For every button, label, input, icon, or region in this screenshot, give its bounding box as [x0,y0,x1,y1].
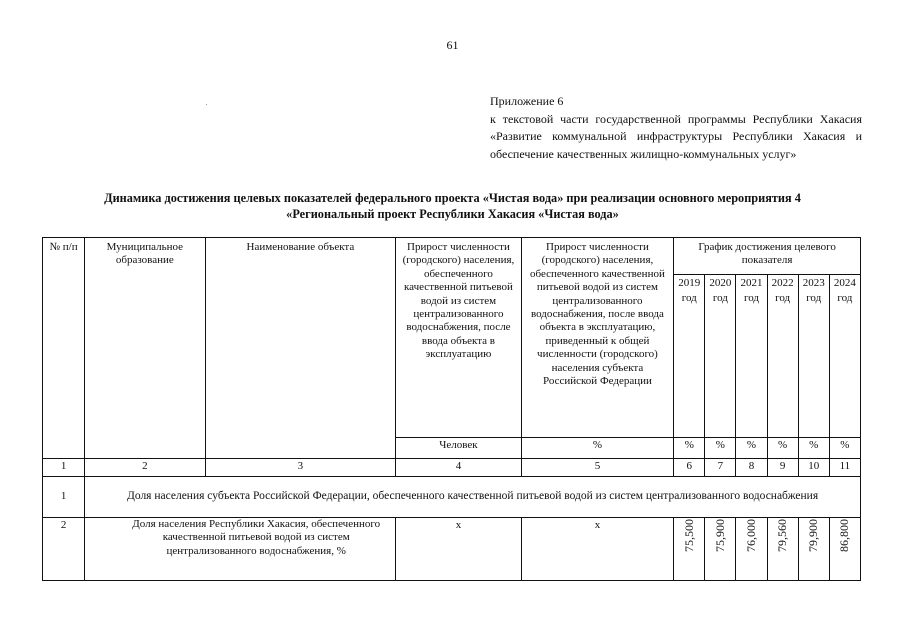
annex-text: к текстовой части государственной программы Республики Хакасия «Развитие коммунальной инфраструктуры Республики Хакасия и обеспечение качественных жилищно-коммунальных услуг» [490,111,862,161]
header-object-name: Наименование объекта [205,238,396,459]
data-row-col4: x [396,518,521,581]
unit-people: Человек [396,438,521,459]
header-growth-percent: Прирост численности (городского) населения, обеспеченного качественной питьевой водой из систем централизованного водоснабжения, после ввода объекта в эксплуатацию, приведенный к общей численности (городского) населения субъекта Российской Федерации [521,238,674,438]
header-municipality: Муниципальное образование [85,238,205,459]
value-2020-text: 75,900 [712,519,727,552]
unit-year-2024: % [829,438,860,459]
unit-year-2022: % [767,438,798,459]
scan-speck [206,104,207,105]
column-number: 4 [396,459,521,477]
column-number: 10 [798,459,829,477]
value-2023 [798,518,829,581]
value-2022-text: 79,560 [774,519,789,552]
header-schedule: График достижения целевого показателя [674,238,861,275]
header-row-1 [43,238,861,275]
column-number: 5 [521,459,674,477]
header-growth-people: Прирост численности (городского) населения, обеспеченного качественной питьевой водой из систем централизованного водоснабжения, после ввода объекта в эксплуатацию [396,238,521,438]
value-2020 [705,518,736,581]
header-year-2023: 2023 год [798,275,829,438]
annex-title: Приложение 6 [490,94,564,108]
section-row [43,477,861,518]
column-number: 3 [205,459,396,477]
data-row [43,518,861,581]
column-number: 8 [736,459,767,477]
value-2021-text: 76,000 [743,519,758,552]
column-number: 11 [829,459,860,477]
column-number: 2 [85,459,205,477]
data-row-text: Доля населения Республики Хакасия, обеспеченного качественной питьевой водой из систем централизованного водоснабжения, % [85,518,396,581]
header-num: № п/п [43,238,85,459]
column-number: 6 [674,459,705,477]
value-2023-text: 79,900 [806,519,820,552]
header-year-2019: 2019 год [674,275,705,438]
value-2019-text: 75,500 [681,519,696,552]
heading-line-1: Динамика достижения целевых показателей федерального проекта «Чистая вода» при реализации основного мероприятия 4 [104,191,801,205]
header-year-2022: 2022 год [767,275,798,438]
header-year-2024: 2024 год [829,275,860,438]
column-number: 7 [705,459,736,477]
value-2024-text: 86,800 [837,519,852,552]
column-number: 9 [767,459,798,477]
value-2019 [674,518,705,581]
unit-year-2019: % [674,438,705,459]
value-2024 [829,518,860,581]
unit-percent: % [521,438,674,459]
value-2022 [767,518,798,581]
data-row-col5: x [521,518,674,581]
page-number: 61 [446,38,459,52]
unit-year-2023: % [798,438,829,459]
document-heading [40,190,865,222]
section-row-text: Доля населения субъекта Российской Федерации, обеспеченного качественной питьевой водой из систем централизованного водоснабжения [85,477,861,518]
unit-year-2020: % [705,438,736,459]
heading-line-2: «Региональный проект Республики Хакасия «Чистая вода» [286,207,619,221]
column-number-row [43,459,861,477]
indicator-table [42,237,861,581]
value-2021 [736,518,767,581]
data-row-num: 2 [43,518,85,581]
header-year-2020: 2020 год [705,275,736,438]
section-row-num: 1 [43,477,85,518]
header-year-2021: 2021 год [736,275,767,438]
column-number: 1 [43,459,85,477]
annex-block [490,93,862,163]
unit-year-2021: % [736,438,767,459]
